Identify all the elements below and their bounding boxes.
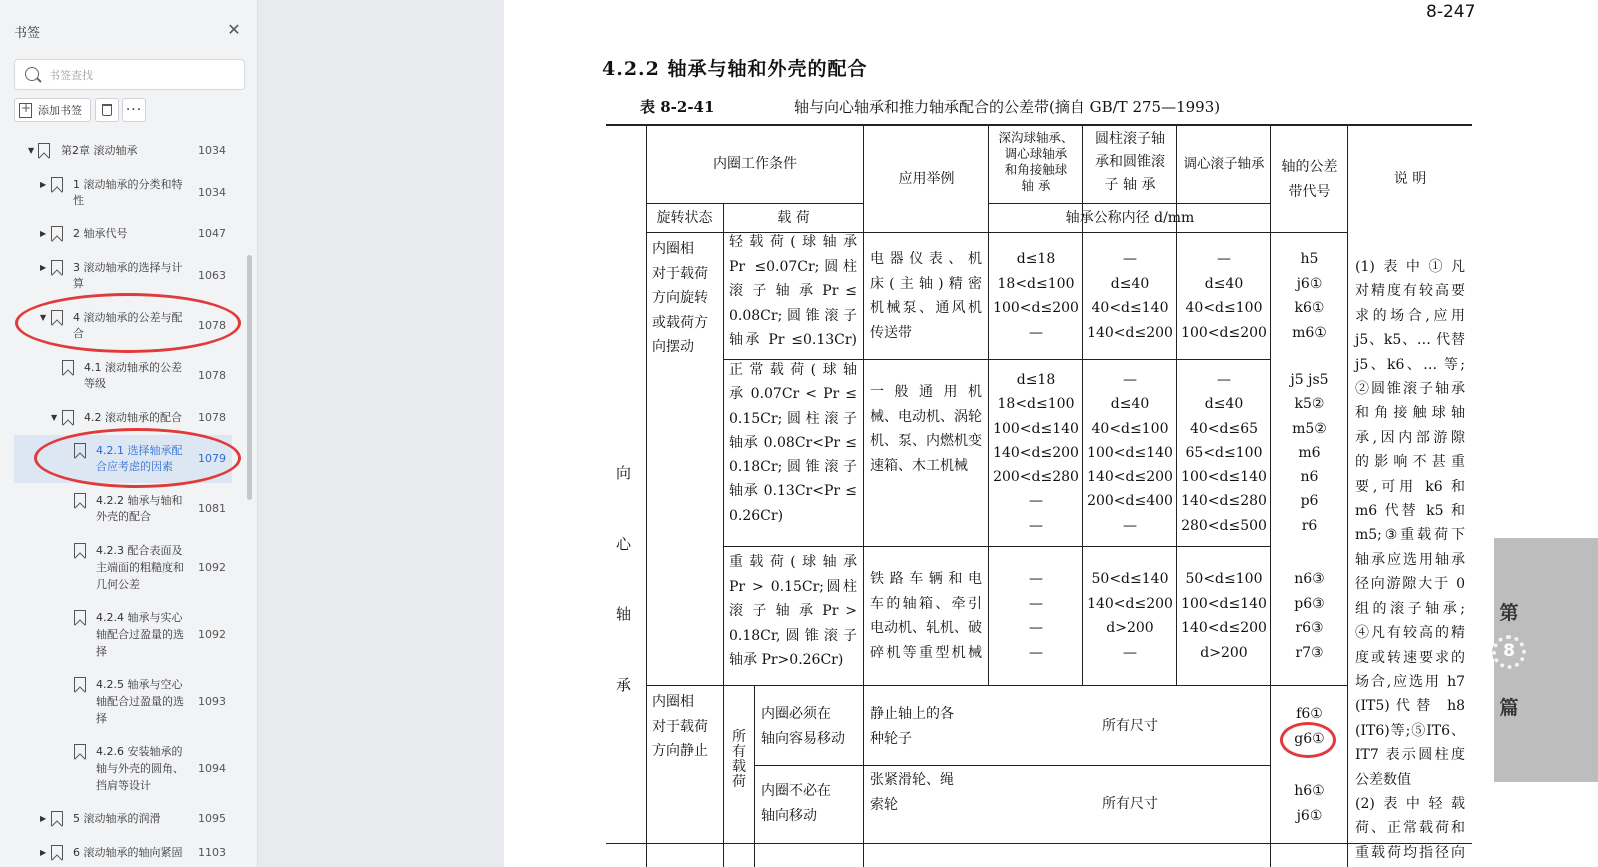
bookmark-search[interactable] <box>14 59 245 90</box>
r1-tolerance: h5 j6① k6① m6① <box>1292 251 1327 341</box>
r2-load: 正常载荷(球轴 承 0.07Cr < Pr ≤ 0.15Cr;圆柱滚子 轴承 0.08Cr<Pr ≤ 0.18Cr;圆锥滚子 轴承 0.13Cr<Pr ≤ 0.26Cr) <box>729 362 857 524</box>
sidebar-item-4-2-1[interactable]: 4.2.1 选择轴承配 合应考虑的因素 1079 <box>14 435 232 483</box>
sidebar-item-4-2-3[interactable]: 4.2.3 配合表面及 主端面的粗糙度和 几何公差 1092 <box>0 543 240 593</box>
r3-load: 重载荷(球轴承 Pr > 0.15Cr;圆柱 滚 子 轴 承 Pr > 0.18Cr,圆锥滚子 轴承 Pr>0.26Cr) <box>729 554 857 668</box>
collapsed-arrow-icon[interactable]: ▶ <box>40 814 47 823</box>
r2-cyl-roller: — d≤40 40<d≤100 100<d≤140 140<d≤200 200<d≤400 — <box>1087 372 1173 534</box>
radial-label-1: 向 <box>616 464 632 482</box>
delete-bookmark-button[interactable] <box>95 98 119 122</box>
sidebar-item-4-2-2[interactable]: 4.2.2 轴承与轴和 外壳的配合 1081 <box>0 493 240 527</box>
r3-application: 铁路车辆和电 车的轴箱、牵引 电动机、轧机、破 碎机等重型机械 <box>870 571 982 661</box>
header-shaft-tol: 轴的公差 带代号 <box>1281 159 1338 200</box>
bookmark-icon <box>74 443 86 458</box>
r3-deep-groove: — — — — <box>1029 571 1043 661</box>
bookmark-search-input[interactable] <box>49 66 239 84</box>
bookmark-icon <box>51 177 63 192</box>
r5-condition: 内圈不必在 轴向移动 <box>761 783 831 824</box>
header-self-align: 调心滚子轴承 <box>1183 156 1265 172</box>
table-rule <box>723 203 724 686</box>
bookmark-icon <box>51 260 63 275</box>
close-icon[interactable]: ✕ <box>227 20 241 39</box>
table-rule <box>646 125 647 867</box>
header-load: 载 荷 <box>777 210 810 226</box>
sidebar-item-5[interactable]: ▶ 5 滚动轴承的润滑 1095 <box>40 812 226 825</box>
table-caption: 轴与向心轴承和推力轴承配合的公差带(摘自 GB/T 275—1993) <box>794 98 1221 116</box>
trash-icon <box>102 104 112 116</box>
table-number: 表 8-2-41 <box>640 98 715 116</box>
table-rule <box>723 686 724 867</box>
add-bookmark-label: 添加书签 <box>38 104 82 117</box>
bookmark-icon <box>74 677 86 692</box>
r4-condition: 内圈必须在 轴向容易移动 <box>761 706 845 747</box>
radial-label-4: 承 <box>616 676 632 694</box>
expanded-arrow-icon[interactable]: ▼ <box>40 313 47 322</box>
bookmark-icon <box>38 143 50 158</box>
r4-application: 静止轴上的各 种轮子 <box>870 706 954 747</box>
document-viewer[interactable] <box>258 0 1598 867</box>
sidebar-item-4[interactable]: ▼ 4 滚动轴承的公差与配 合 1078 <box>40 311 226 340</box>
bookmark-icon <box>62 360 74 375</box>
sidebar-item-chapter2[interactable]: ▼ 第2章 滚动轴承 1034 <box>28 144 226 157</box>
r3-self-align: 50<d≤100 100<d≤140 140<d≤200 d>200 <box>1181 571 1267 661</box>
r2-deep-groove: d≤18 18<d≤100 100<d≤140 140<d≤200 200<d≤280 — — <box>993 372 1079 534</box>
bookmark-icon <box>74 610 86 625</box>
sidebar-item-2[interactable]: ▶ 2 轴承代号 1047 <box>40 227 226 240</box>
table-rule <box>863 125 864 867</box>
bookmark-icon <box>51 226 63 241</box>
pdf-page <box>504 0 1598 867</box>
sidebar-scrollbar[interactable] <box>247 255 252 500</box>
page-number: 8-247 <box>1426 2 1476 22</box>
bookmark-sidebar <box>0 0 258 867</box>
collapsed-arrow-icon[interactable]: ▶ <box>40 229 47 238</box>
r3-tolerance: n6③ p6③ r6③ r7③ <box>1294 571 1325 661</box>
r5-all-sizes: 所有尺寸 <box>1102 796 1158 812</box>
r1-cyl-roller: — d≤40 40<d≤140 140<d≤200 <box>1087 251 1173 341</box>
sidebar-item-4-2-6[interactable]: 4.2.6 安装轴承的 轴与外壳的圆角、 挡肩等设计 1094 <box>0 744 240 794</box>
collapsed-arrow-icon[interactable]: ▶ <box>40 263 47 272</box>
bookmark-icon <box>74 744 86 759</box>
bookmark-icon <box>74 493 86 508</box>
header-deep-groove: 深沟球轴承、 调心球轴承 和角接触球 轴 承 <box>998 130 1074 193</box>
sidebar-item-1[interactable]: ▶ 1 滚动轴承的分类和特 性 1034 <box>40 178 226 207</box>
r4-all-sizes: 所有尺寸 <box>1102 718 1158 734</box>
header-notes: 说 明 <box>1393 171 1427 187</box>
sidebar-item-4-2-5[interactable]: 4.2.5 轴承与空心 轴配合过盈量的选 择 1093 <box>0 677 240 727</box>
sidebar-item-3[interactable]: ▶ 3 滚动轴承的选择与计 算 1063 <box>40 261 226 290</box>
part-side-tab: 第 8 篇 <box>1494 538 1598 782</box>
sidebar-item-4-2[interactable]: ▼ 4.2 滚动轴承的配合 1078 <box>51 411 226 424</box>
r5-application: 张紧滑轮、绳 索轮 <box>870 772 954 813</box>
r3-cyl-roller: 50<d≤140 140<d≤200 d>200 — <box>1087 571 1173 661</box>
r1-self-align: — d≤40 40<d≤100 100<d≤200 <box>1181 251 1267 341</box>
r1-deep-groove: d≤18 18<d≤100 100<d≤200 — <box>993 251 1079 341</box>
table-rule <box>606 124 1472 126</box>
r1-application: 电器仪表、机 床(主轴)精密 机械泵、通风机 传送带 <box>870 251 982 341</box>
header-bore: 轴承公称内径 d/mm <box>1065 210 1195 226</box>
collapsed-arrow-icon[interactable]: ▶ <box>40 180 47 189</box>
more-options-button[interactable]: ··· <box>122 98 146 122</box>
bookmark-icon <box>74 543 86 558</box>
r2-application: 一般通用机 械、电动机、涡轮 机、泵、内燃机变 速箱、木工机械 <box>870 384 982 474</box>
header-inner-ring: 内圈工作条件 <box>713 156 797 172</box>
header-application: 应用举例 <box>898 171 955 187</box>
r4-tolerance: f6① g6① <box>1294 706 1325 747</box>
table-rule <box>646 203 864 204</box>
rotation-rotating: 内圈相 对于载荷 方向旋转 或载荷方 向摆动 <box>652 241 708 355</box>
sidebar-item-4-2-4[interactable]: 4.2.4 轴承与实心 轴配合过盈量的选 择 1092 <box>0 610 240 660</box>
bookmark-icon <box>51 811 63 826</box>
add-bookmark-button[interactable] <box>14 98 91 122</box>
table-rule <box>754 765 1271 766</box>
table-rule <box>754 686 755 867</box>
bookmark-icon <box>62 410 74 425</box>
sidebar-title: 书签 <box>14 26 41 41</box>
expanded-arrow-icon[interactable]: ▼ <box>51 413 58 422</box>
table-rule <box>646 685 1348 686</box>
bookmark-icon <box>51 845 63 860</box>
expanded-arrow-icon[interactable]: ▼ <box>28 146 35 155</box>
bookmark-icon <box>51 310 63 325</box>
table-rule <box>723 546 1271 547</box>
search-icon <box>25 67 39 81</box>
radial-label-3: 轴 <box>616 605 632 623</box>
header-rotation: 旋转状态 <box>656 210 713 226</box>
table-rule <box>606 843 1472 844</box>
sidebar-item-6[interactable]: ▶ 6 滚动轴承的轴向紧固 1103 <box>40 846 226 859</box>
sidebar-item-4-1[interactable]: 4.1 滚动轴承的公差 等级 1078 <box>0 360 240 394</box>
radial-label-2: 心 <box>616 535 632 553</box>
r2-tolerance: j5 js5 k5② m5② m6 n6 p6 r6 <box>1290 372 1329 534</box>
rotation-static: 内圈相 对于载荷 方向静止 <box>652 694 708 759</box>
r1-load: 轻载荷(球轴承 Pr ≤0.07Cr;圆柱 滚 子 轴 承 Pr ≤ 0.08Cr;圆锥滚子 轴承 Pr ≤0.13Cr) <box>729 234 857 348</box>
collapsed-arrow-icon[interactable]: ▶ <box>40 848 47 857</box>
r5-tolerance: h6① j6① <box>1294 783 1325 824</box>
r2-self-align: — d≤40 40<d≤65 65<d≤100 100<d≤140 140<d≤280 280<d≤500 <box>1181 372 1267 534</box>
table-rule <box>988 203 1271 204</box>
all-loads-label: 所 有 载 荷 <box>732 729 746 790</box>
section-title: 4.2.2 轴承与轴和外壳的配合 <box>602 58 868 80</box>
header-cyl-roller: 圆柱滚子轴 承和圆锥滚 子 轴 承 <box>1095 131 1165 193</box>
notes-text: (1)表中①凡 对精度有较高要 求的场合,应用 j5、k5、… 代替 j5、k6、… 等; ②圆锥滚子轴承 和角接触球轴 承,因内部游隙 的影响不甚重 要,可用 k6 和 m6 代替 k5 和 m5;③重载荷下 轴承应选用轴承 径向游隙大于 0 组的滚子轴承; ④凡有较高的精 度或转速要求的 场合,应选用 h7 (IT5)代替 h8 (IT6)等;⑤IT6、 IT7 表示圆柱度 公差数值 (2)表中轻载 荷、正常载荷和 重载荷均指径向 <box>1355 259 1465 861</box>
add-bookmark-icon <box>19 103 32 118</box>
